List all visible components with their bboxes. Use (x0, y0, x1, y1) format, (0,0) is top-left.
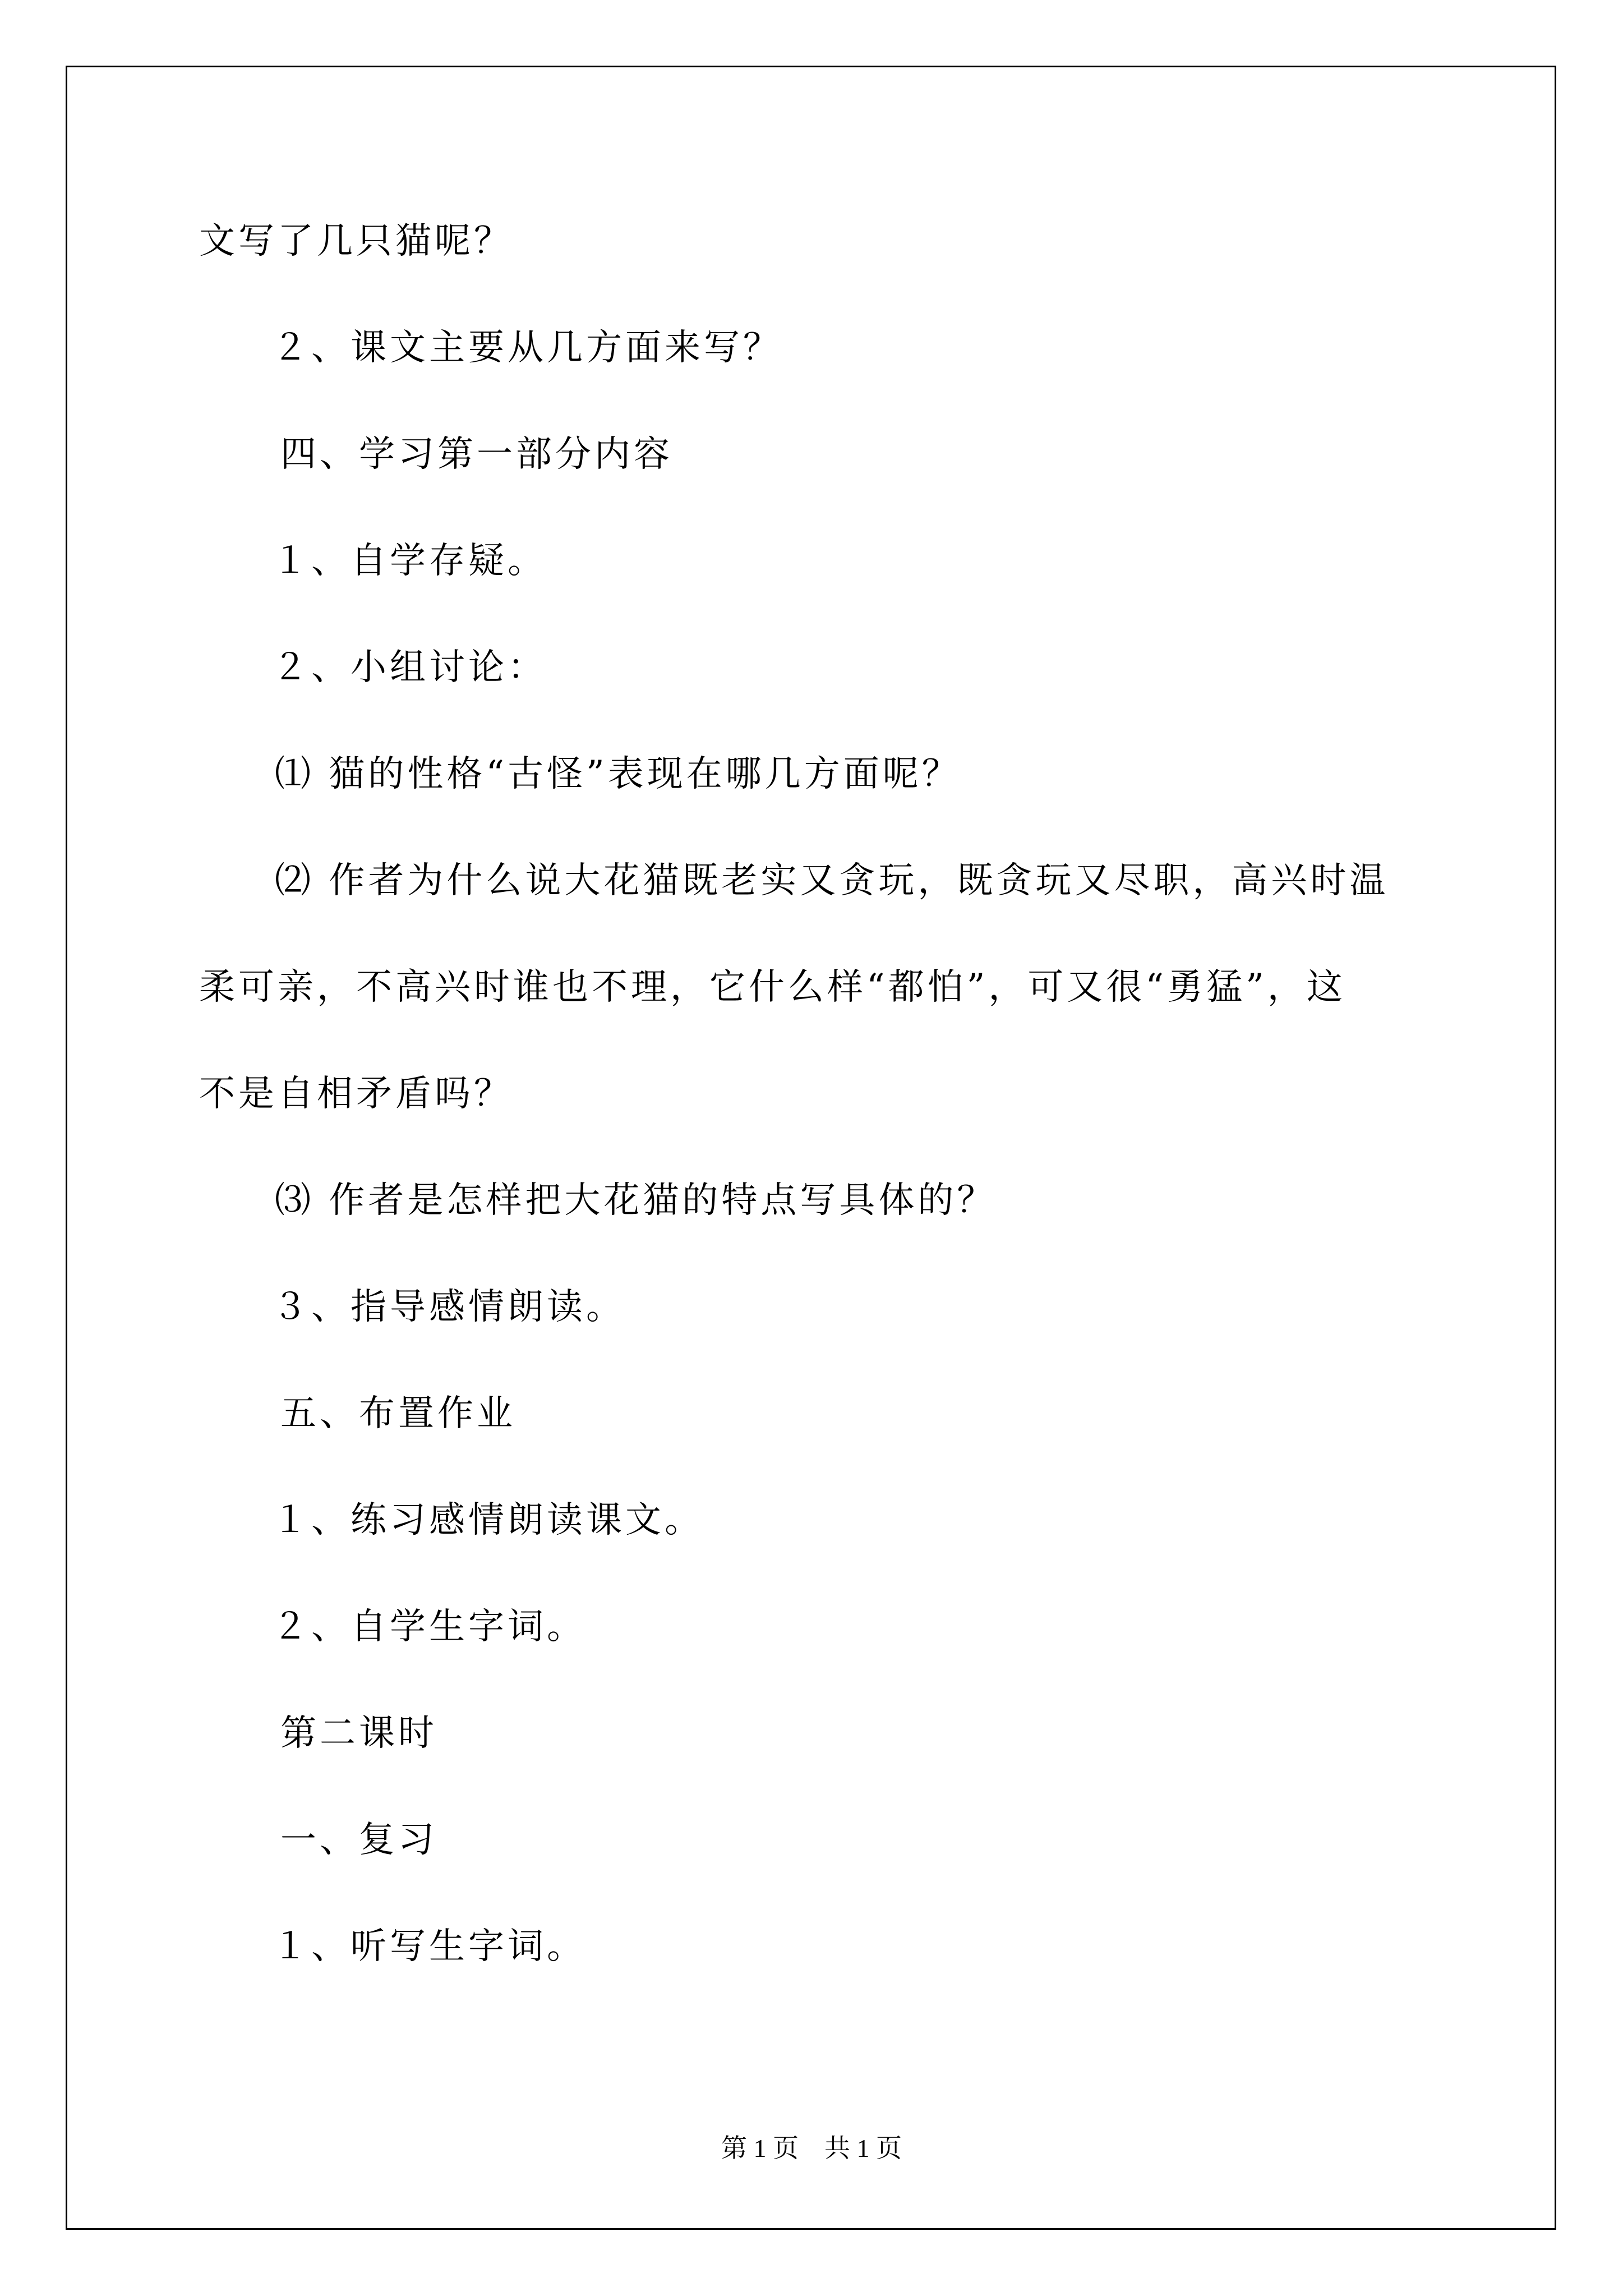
text-line: ⑵ 作者为什么说大花猫既老实又贪玩，既贪玩又尽职，高兴时温 (275, 860, 1389, 901)
text-line: ⑶ 作者是怎样把大花猫的特点写具体的？ (275, 1180, 997, 1221)
section-heading: 四、学习第一部分内容 (280, 434, 673, 475)
text-line: ⑴ 猫的性格“古怪”表现在哪几方面呢？ (275, 753, 961, 795)
text-line: 柔可亲，不高兴时谁也不理，它什么样“都怕”，可又很“勇猛”，这 (199, 967, 1346, 1008)
section-heading: 第二课时 (280, 1713, 437, 1754)
page-border (66, 66, 1556, 2230)
text-line: １、自学存疑。 (272, 540, 547, 582)
text-line: １、听写生字词。 (272, 1926, 586, 1967)
text-line: ２、小组讨论： (272, 647, 547, 688)
text-line: 不是自相矛盾吗？ (199, 1073, 513, 1115)
section-heading: 一、复习 (280, 1819, 437, 1861)
text-line: 文写了几只猫呢？ (199, 220, 513, 262)
page-footer: 第 1 页 共 1 页 (721, 2134, 902, 2162)
text-line: ２、自学生字词。 (272, 1606, 586, 1648)
section-heading: 五、布置作业 (280, 1393, 516, 1434)
text-line: ２、课文主要从几方面来写？ (272, 327, 782, 369)
text-line: １、练习感情朗读课文。 (272, 1499, 704, 1541)
text-line: ３、指导感情朗读。 (272, 1286, 625, 1328)
